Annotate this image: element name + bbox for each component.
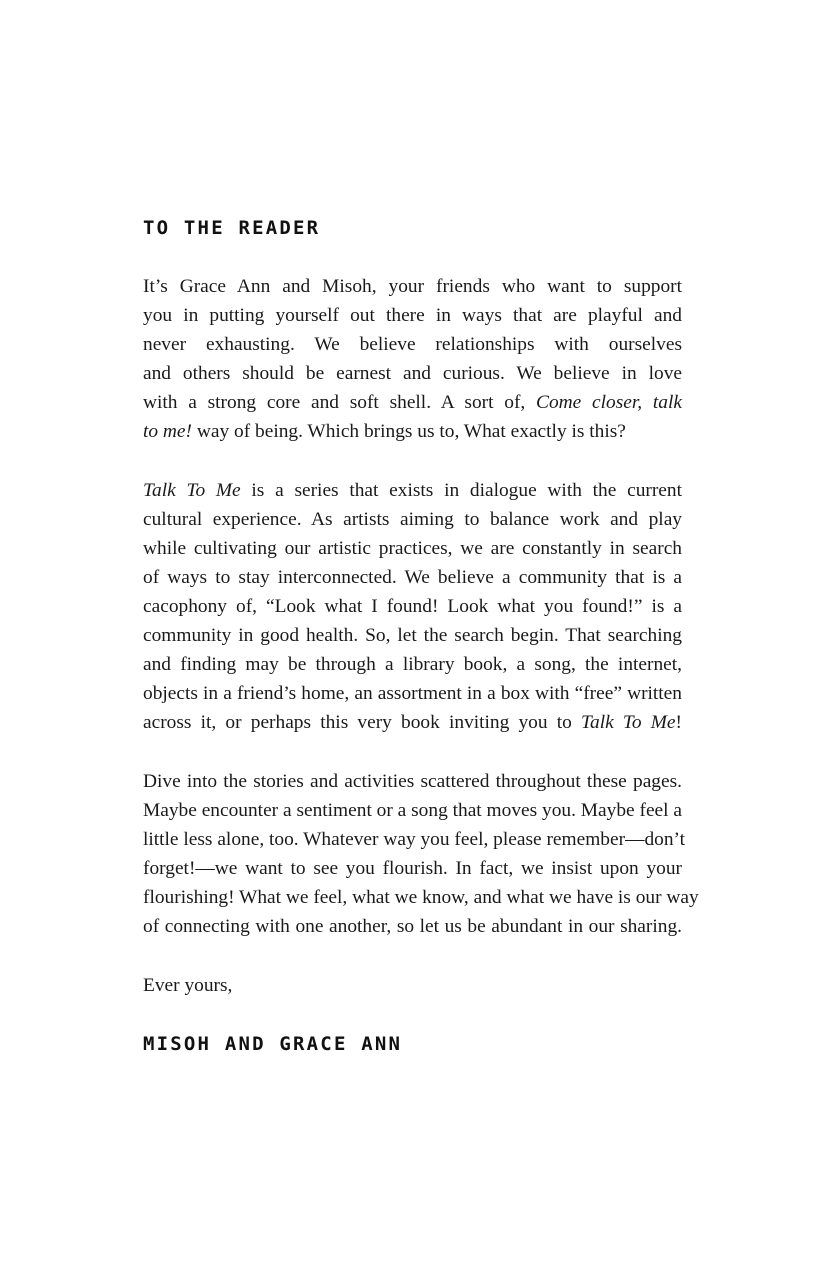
- italic-phrase: Come closer, talk: [536, 392, 682, 413]
- text-line: [143, 417, 682, 446]
- text-line: It’s Grace Ann and Misoh, your friends who want to support: [143, 276, 682, 297]
- text-line: while cultivating our artistic practices, we are constantly in search: [143, 538, 682, 559]
- letter-title: TO THE READER: [143, 217, 321, 239]
- text-line: and finding may be through a library book, a song, the internet,: [143, 654, 682, 675]
- text-run: is a series that exists in dialogue with the current: [251, 480, 682, 501]
- text-line: never exhausting. We believe relationships with ourselves: [143, 334, 682, 355]
- text-line: Ever yours,: [143, 975, 233, 996]
- text-line: [143, 708, 682, 737]
- text-line: of ways to stay interconnected. We believe a community that is a: [143, 567, 682, 588]
- text-line: forget!—we want to see you flourish. In fact, we insist upon your: [143, 858, 682, 879]
- text-line: Dive into the stories and activities scattered throughout these pages.: [143, 771, 682, 792]
- text-line: cultural experience. As artists aiming to balance work and play: [143, 509, 682, 530]
- text-line: of connecting with one another, so let us be abundant in our sharing.: [143, 916, 682, 937]
- signature: MISOH AND GRACE ANN: [143, 1033, 403, 1055]
- text-run: way of being. Which brings us to, What exactly is this?: [196, 421, 626, 442]
- italic-title: Talk To Me: [143, 480, 241, 501]
- text-line: [143, 476, 682, 505]
- text-line: little less alone, too. Whatever way you feel, please remember—don’t: [143, 829, 686, 850]
- text-line: community in good health. So, let the search begin. That searching: [143, 625, 682, 646]
- paragraph-intro: [143, 272, 682, 446]
- text-line: objects in a friend’s home, an assortment in a box with “free” written: [143, 683, 682, 704]
- italic-phrase: to me!: [143, 421, 192, 442]
- text-line: Maybe encounter a sentiment or a song that moves you. Maybe feel a: [143, 800, 682, 821]
- text-run: with a strong core and soft shell. A sort of,: [143, 392, 526, 413]
- text-line: cacophony of, “Look what I found! Look what you found!” is a: [143, 596, 682, 617]
- text-line: and others should be earnest and curious. We believe in love: [143, 363, 682, 384]
- text-line: flourishing! What we feel, what we know, and what we have is our way: [143, 887, 699, 908]
- text-line: [143, 388, 682, 417]
- italic-title: Talk To Me: [581, 712, 676, 733]
- paragraph-about-series: [143, 476, 682, 737]
- paragraph-invitation: [143, 767, 699, 941]
- text-run: across it, or perhaps this very book inviting you to: [143, 712, 572, 733]
- text-line: you in putting yourself out there in ways that are playful and: [143, 305, 682, 326]
- closing-line: [143, 971, 682, 1000]
- text-run: !: [675, 712, 682, 733]
